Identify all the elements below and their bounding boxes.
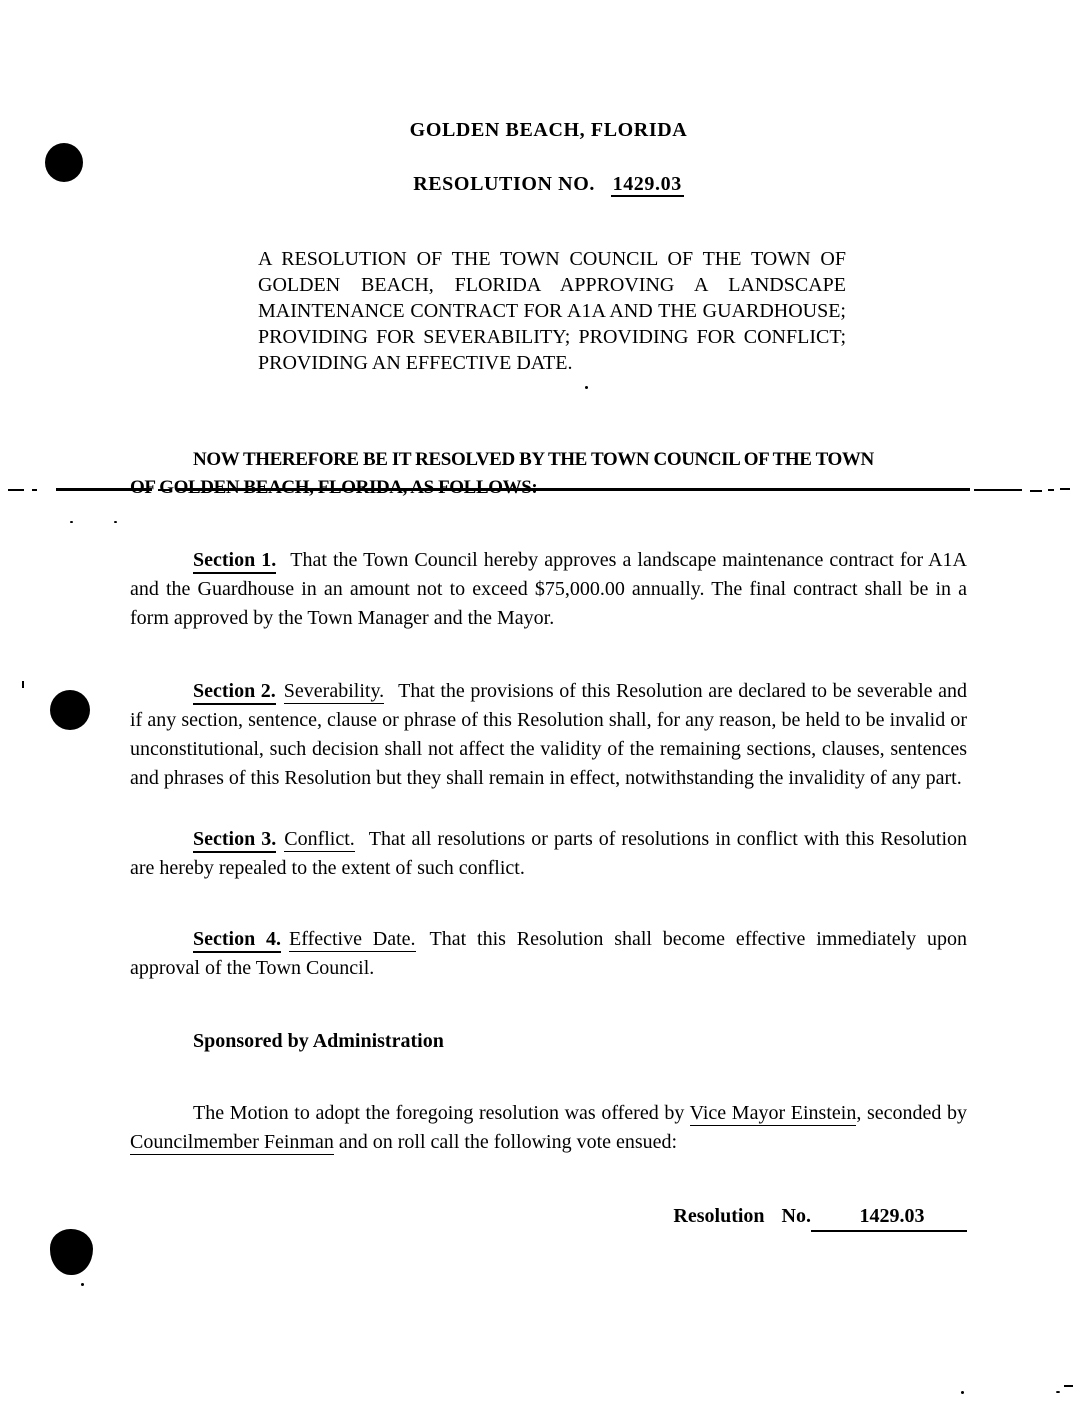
section-1-heading: Section 1. <box>193 549 276 574</box>
motion-paragraph <box>130 1099 967 1157</box>
resolved-clause-line1: NOW THEREFORE BE IT RESOLVED BY THE TOWN COUNCIL OF THE TOWN <box>193 449 874 470</box>
section-2-paragraph <box>130 677 967 793</box>
section-4-body: That this Resolution shall become effective immediately upon approval of the Town Council. <box>130 928 967 979</box>
section-4-heading: Section 4. <box>193 928 281 953</box>
section-2-heading: Section 2. <box>193 680 276 705</box>
document-title: GOLDEN BEACH, FLORIDA <box>409 119 688 141</box>
resolved-clause-line2: OF GOLDEN BEACH, FLORIDA, AS FOLLOWS: <box>130 477 538 498</box>
scan-speck <box>1056 1391 1060 1393</box>
section-4-paragraph <box>130 925 967 983</box>
scan-speck <box>1064 1385 1073 1387</box>
section-3-subheading: Conflict. <box>284 828 355 850</box>
resolved-clause <box>130 446 967 502</box>
scan-speck <box>961 1391 964 1394</box>
motion-seconded-by: Councilmember Feinman <box>130 1131 334 1153</box>
scan-speck <box>81 1283 84 1286</box>
resolution-number-value: 1429.03 <box>612 173 682 195</box>
footer-resolution-value: 1429.03 <box>811 1203 967 1232</box>
resolution-number-label: RESOLUTION NO. <box>413 173 595 195</box>
footer-resolution-number <box>130 1203 967 1232</box>
section-1-body: That the Town Council hereby approves a landscape maintenance contract for A1A and the Guardhouse in an amount not to exceed $75,000.00 annually. The final contract shall be in a form approved by the Town Manager and the Mayor. <box>130 549 967 629</box>
section-2-subheading: Severability. <box>283 680 385 702</box>
motion-text-mid: , seconded by <box>856 1102 968 1124</box>
section-3-body: That all resolutions or parts of resolutions in conflict with this Resolution are hereby repealed to the extent of such conflict. <box>130 828 968 879</box>
motion-text-pre: The Motion to adopt the foregoing resolution was offered by <box>193 1102 690 1124</box>
sponsored-by-line: Sponsored by Administration <box>193 1030 444 1052</box>
section-3-paragraph <box>130 825 967 883</box>
motion-offered-by: Vice Mayor Einstein <box>689 1102 857 1124</box>
resolution-number-line <box>130 172 967 196</box>
motion-text-post: and on roll call the following vote ensued: <box>333 1131 678 1153</box>
section-4-subheading: Effective Date. <box>289 928 416 950</box>
section-2-body: That the provisions of this Resolution are declared to be severable and if any section, sentence, clause or phrase of this Resolution shall, for any reason, be held to be invalid or unconstitutional, such decision shall not affect the validity of the remaining sections, clauses, sentences and phrases of this Resolution but they shall remain in effect, notwithstanding the invalidity of any part. <box>130 680 968 789</box>
resolution-preamble: A RESOLUTION OF THE TOWN COUNCIL OF THE TOWN OF GOLDEN BEACH, FLORIDA APPROVING A LANDSCAPE MAINTENANCE CONTRACT FOR A1A AND THE GUARDHOUSE; PROVIDING FOR SEVERABILITY; PROVIDING FOR CONFLICT; PROVIDING AN EFFECTIVE DATE. <box>258 248 846 374</box>
hole-punch-mark-bottom <box>50 1229 93 1275</box>
footer-resolution-label: Resolution No. <box>673 1205 811 1227</box>
section-3-heading: Section 3. <box>193 828 276 853</box>
section-1-paragraph <box>130 546 967 633</box>
document-content <box>0 118 1091 1232</box>
